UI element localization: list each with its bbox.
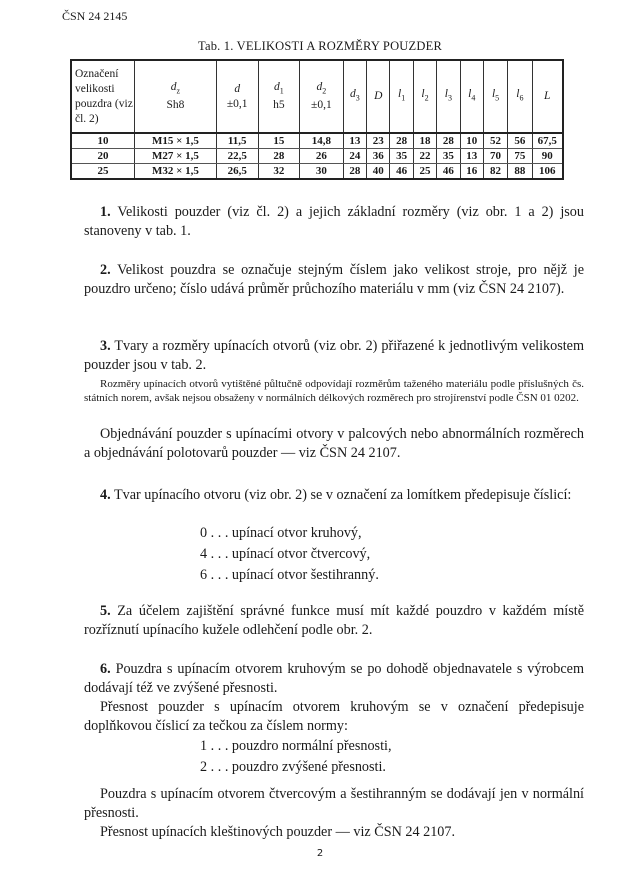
table-row: 20 M27 × 1,5 22,5 28 26 24 36 35 22 35 13 70 75 90 [71, 149, 563, 164]
col-l5: $l_5$ [483, 60, 507, 133]
section-6: 6. Pouzdra s upínacím otvorem kruhovým se po dohodě objednavatele s výrobcem dodávají též ve zvýšené přesnosti. [84, 661, 584, 696]
page-number: 2 [316, 848, 324, 859]
precision-code-list [200, 736, 392, 778]
list-item: 6 . . . upínací otvor šestihranný. [200, 567, 379, 583]
section-6-collet: Přesnost upínacích kleštinových pouzder — viz ČSN 24 2107. [100, 824, 456, 840]
table-row: 10 M15 × 1,5 11,5 15 14,8 13 23 28 18 28 10 52 56 67,5 [71, 133, 563, 149]
col-l6: $l_6$ [508, 60, 532, 133]
section-2: 2. Velikost pouzdra se označuje stejným číslem jako velikost stroje, pro nějž je pouzdro určeno; číslo udává průměr průchozího materiálu v mm (viz ČSN 24 2107). [84, 262, 584, 297]
table-title: Tab. 1. VELIKOSTI A ROZMĚRY POUZDER [198, 39, 442, 53]
section-6-square-hex: Pouzdra s upínacím otvorem čtvercovým a šestihranným se dodávají jen v normální přesnosti. [84, 786, 584, 821]
section-5: 5. Za účelem zajištění správné funkce musí mít každé pouzdro v každém místě rozříznutí upínacího kužele odlehčení podle obr. 2. [84, 603, 585, 638]
col-D: D [367, 60, 390, 133]
section-3-note: Rozměry upínacích otvorů vytištěné půltučně odpovídají rozměrům taženého materiálu podle příslušných čs. státních norem, avšak nejsou obsaženy v normálních délkových rozměrech pro strojírenství podle ČSN 01 0202. [84, 378, 584, 404]
section-3: 3. Tvary a rozměry upínacích otvorů (viz obr. 2) přiřazené k jednotlivým velikostem pouzder jsou v tab. 2. [84, 338, 584, 373]
section-6-precision: Přesnost pouzder s upínacím otvorem kruhovým se v označení předepisuje doplňkovou číslicí za tečkou za číslem normy: [84, 699, 584, 734]
col-dz: $d_z$ Sh8 [135, 60, 217, 133]
col-L: L [532, 60, 563, 133]
table-header-row [71, 60, 563, 133]
col-l1: $l_1$ [390, 60, 413, 133]
col-d: d ±0,1 [216, 60, 258, 133]
col-l3: $l_3$ [437, 60, 460, 133]
list-item: 4 . . . upínací otvor čtvercový, [200, 546, 371, 562]
section-1: 1. Velikosti pouzder (viz čl. 2) a jejich základní rozměry (viz obr. 1 a 2) jsou stanoveny v tab. 1. [84, 204, 584, 239]
col-d3: $d_3$ [343, 60, 366, 133]
col-d1: $d_1$ h5 [258, 60, 299, 133]
col-l4: $l_4$ [460, 60, 483, 133]
col-d2: $d_2$ ±0,1 [300, 60, 344, 133]
col-l2: $l_2$ [413, 60, 436, 133]
shape-code-list [200, 523, 379, 586]
standard-number: ČSN 24 2145 [62, 9, 128, 23]
dimensions-table [70, 59, 564, 180]
table-row: 25 M32 × 1,5 26,5 32 30 28 40 46 25 46 16 82 88 106 [71, 164, 563, 180]
section-3-ordering: Objednávání pouzder s upínacími otvory v palcových nebo abnormálních rozměrech a objednávání polotovarů pouzder — viz ČSN 24 2107. [84, 426, 584, 461]
section-4: 4. Tvar upínacího otvoru (viz obr. 2) se v označení za lomítkem předepisuje číslicí: [100, 487, 572, 503]
list-item: 0 . . . upínací otvor kruhový, [200, 525, 362, 541]
list-item: 1 . . . pouzdro normální přesnosti, [200, 738, 392, 754]
list-item: 2 . . . pouzdro zvýšené přesnosti. [200, 759, 386, 775]
col-designation: Označení velikosti pouzdra (viz čl. 2) [71, 60, 135, 133]
